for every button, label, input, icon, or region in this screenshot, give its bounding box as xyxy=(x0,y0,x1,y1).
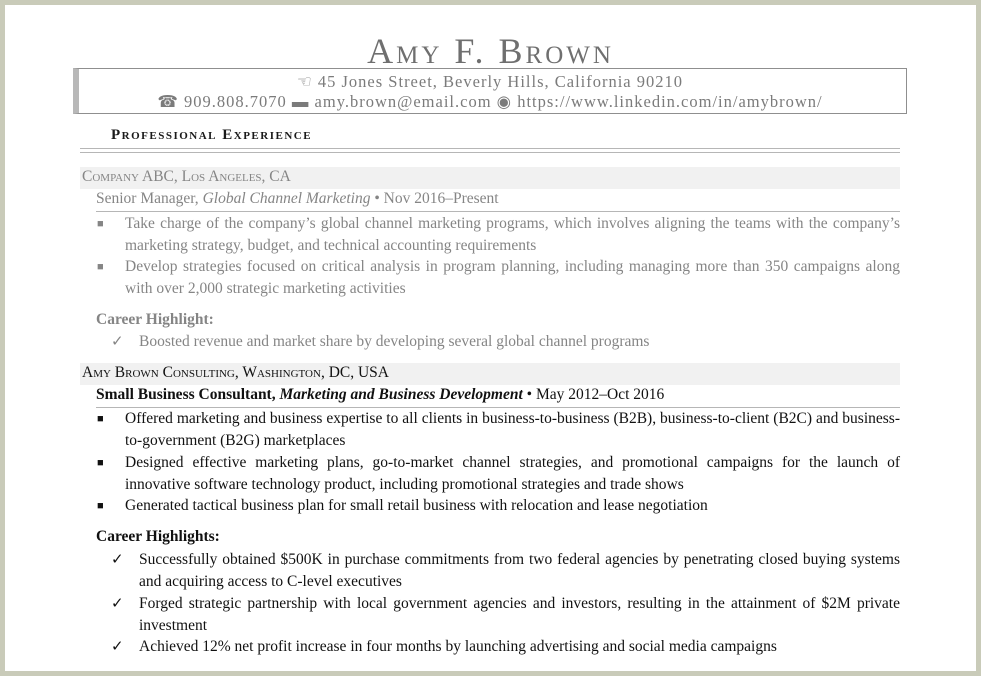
bullet-marker: ■ xyxy=(97,261,104,273)
email-link[interactable]: amy.brown@email.com xyxy=(314,92,492,111)
resume-page xyxy=(5,5,976,671)
highlight-item: Boosted revenue and market share by developing several global channel programs xyxy=(139,333,650,350)
bullet-item: Offered marketing and business expertise to all clients in business-to-business (B2B), business-to-client (B2C) and business-to-government (B2G) marketplaces xyxy=(125,410,900,449)
job-department: Global Channel Marketing xyxy=(202,190,371,207)
company-name: Amy Brown Consulting, Washington, DC, USA xyxy=(82,364,389,381)
job-title: Senior Manager, xyxy=(96,190,199,207)
bullet-item: Take charge of the company’s global channel marketing programs, which involves aligning the teams with the company’s marketing strategy, budget, and technical accounting requirements xyxy=(125,215,900,254)
contact-line xyxy=(73,92,907,112)
highlight-item: Successfully obtained $500K in purchase commitments from two federal agencies by penetrating closed buying systems and acquiring access to C-level executives xyxy=(139,551,900,590)
job-dates: • May 2012–Oct 2016 xyxy=(526,386,665,403)
highlights-title: Career Highlight: xyxy=(96,311,214,328)
section-divider-2 xyxy=(80,152,900,153)
address-text: 45 Jones Street, Beverly Hills, California 90210 xyxy=(317,72,684,91)
check-marker: ✓ xyxy=(111,639,124,655)
bullet-marker: ■ xyxy=(97,457,104,469)
bullet-item: Generated tactical business plan for small retail business with relocation and lease negotiation xyxy=(125,497,708,514)
job-role xyxy=(96,190,499,208)
linkedin-link[interactable]: https://www.linkedin.com/in/amybrown/ xyxy=(517,92,823,111)
bullet-marker: ■ xyxy=(97,500,104,512)
bullet-marker: ■ xyxy=(97,413,104,425)
job-dates: • Nov 2016–Present xyxy=(374,190,499,207)
highlight-item: Forged strategic partnership with local government agencies and investors, resulting in the attainment of $2M private investment xyxy=(139,595,900,634)
bullet-item: Designed effective marketing plans, go-to-market channel strategies, and promotional campaigns for the launch of innovative software technology product, including promotional strategies and trade shows xyxy=(125,454,900,493)
check-marker: ✓ xyxy=(111,334,124,350)
laptop-icon: ▬ xyxy=(291,92,310,111)
highlight-item: Achieved 12% net profit increase in four months by launching advertising and social media campaigns xyxy=(139,638,777,655)
phone-icon: ☎ xyxy=(157,92,179,111)
section-divider xyxy=(80,148,900,149)
bullet-marker: ■ xyxy=(97,218,104,230)
highlights-title: Career Highlights: xyxy=(96,528,220,545)
company-name: Company ABC, Los Angeles, CA xyxy=(82,168,291,185)
hand-icon: ☜ xyxy=(296,72,313,91)
job-title: Small Business Consultant, xyxy=(96,386,276,403)
check-marker: ✓ xyxy=(111,552,124,568)
bullet-item: Develop strategies focused on critical analysis in program planning, including managing more than 350 campaigns along with over 2,000 strategic marketing activities xyxy=(125,258,900,297)
globe-icon: ◉ xyxy=(496,92,513,111)
job-role xyxy=(96,386,664,404)
job-department: Marketing and Business Development xyxy=(279,386,523,403)
check-marker: ✓ xyxy=(111,596,124,612)
role-divider xyxy=(96,211,900,212)
phone-text: 909.808.7070 xyxy=(184,92,287,111)
resume-name: Amy F. Brown xyxy=(367,31,614,71)
address-line xyxy=(73,72,907,92)
section-title: Professional Experience xyxy=(111,127,313,143)
